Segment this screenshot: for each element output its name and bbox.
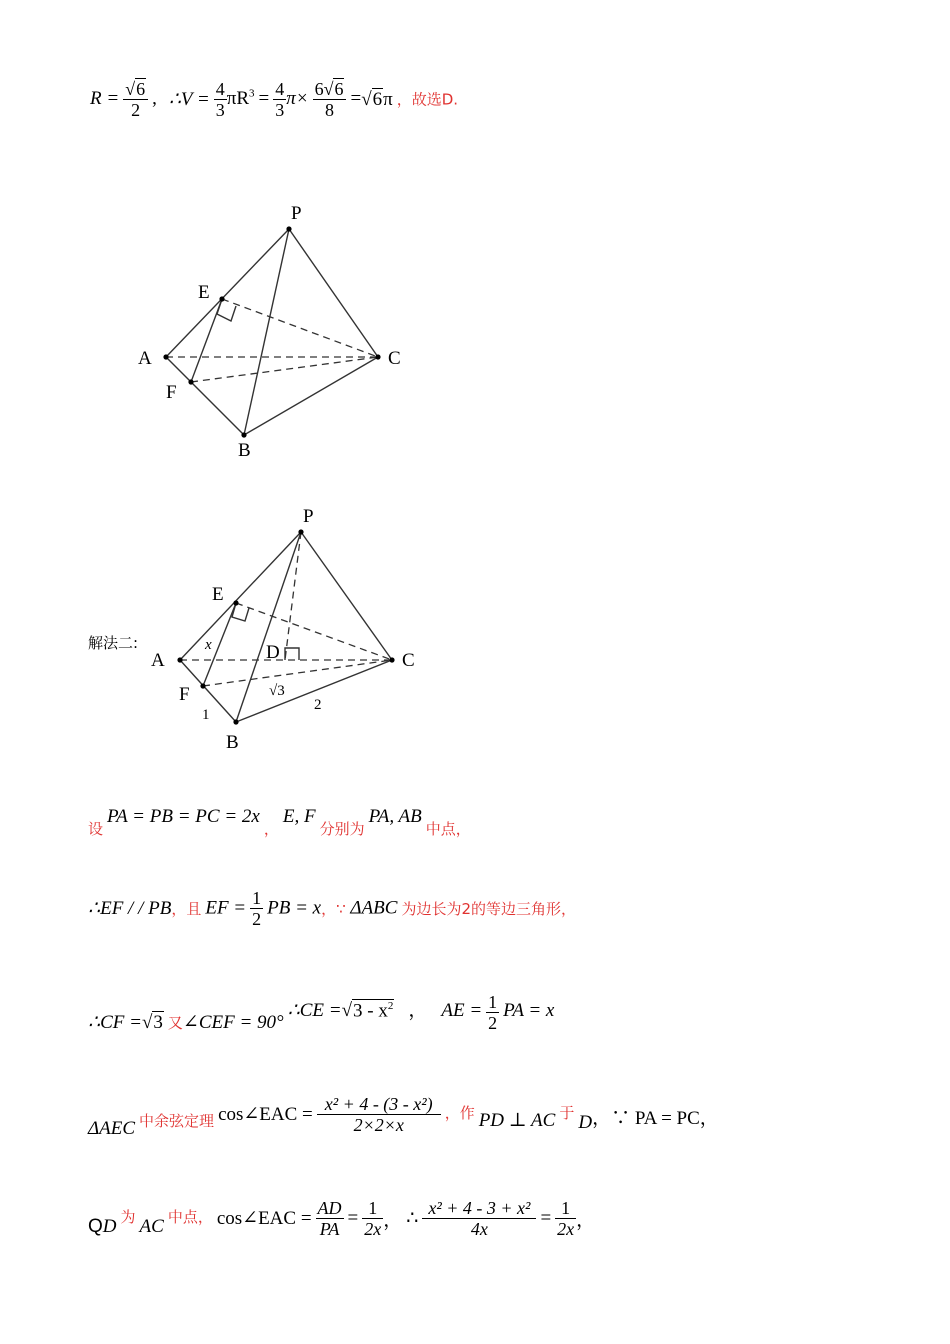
tetrahedron-figure-2: [140, 500, 430, 760]
formula-line-volume: R = $\frac{√6}{2}$ , ∴V = $\frac{4}{3}$ $\pi R^3$ = $\frac{4}{3}$ π× $\frac{6√6}{8}$ =√6π ，故选D.: [90, 78, 459, 120]
fraction-4-over-3-b: $\frac{4}{3}$: [275, 78, 285, 120]
label-f2: F: [179, 684, 190, 705]
label-e: E: [198, 282, 210, 303]
fraction-4-over-3: $\frac{4}{3}$: [215, 78, 225, 120]
label-b2: B: [226, 732, 239, 753]
segment-fc-dashed: [191, 357, 378, 382]
edge-ab: [166, 357, 244, 435]
conclusion-text: ，故选D.: [396, 90, 459, 109]
label-f: F: [166, 382, 177, 403]
label-a2: A: [151, 650, 165, 671]
label-d2: D: [266, 642, 280, 663]
label-two: 2: [314, 697, 322, 713]
label-sqrt3: √3: [269, 683, 285, 699]
edge-pa: [166, 229, 289, 357]
formula-line-ef: ∴EF / / PB，且 EF = $\frac{1}{2}$ PB = x，∵ ΔABC 为边长为2的等边三角形，: [88, 888, 577, 929]
label-b: B: [238, 440, 251, 461]
fraction-sqrt6-over-2: $\frac{√6}{2}$: [123, 78, 148, 120]
tetrahedron-figure-1: [120, 195, 420, 465]
formula-line-ce: ∴CF =√3 又∠CEF = 90° ∴CE $=√3 - x^2$ ， AE = $\frac{1}{2}$ PA = x: [88, 992, 555, 1034]
edge-pb: [244, 229, 289, 435]
therefore-v: ∴V =: [168, 88, 210, 110]
label-x: x: [205, 637, 212, 653]
segment-ec-dashed: [222, 299, 378, 357]
formula-line-setup: 设 PA = PB = PC = 2x ， E, F 分别为 PA, AB 中点，: [88, 806, 471, 838]
cosine-fraction: $\frac{\text{x² + 4 - (3 - x²)}}{2\times 2\times x}$: [317, 1094, 441, 1135]
r-equals: R =: [90, 88, 120, 109]
method-two-title: 解法二:: [88, 634, 139, 652]
label-e2: E: [212, 584, 224, 605]
label-one: 1: [202, 707, 210, 723]
label-p2: P: [303, 506, 314, 527]
edge-pc: [289, 229, 378, 357]
formula-line-cosine: ΔAEC 中余弦定理 cos∠EAC = $\frac{\text{x² + 4 - (3 - x²)}}{2\times 2\times x}$ ，作 PD ⊥ AC 于 D，∵ PA = PC，: [88, 1094, 719, 1140]
right-angle-mark: [217, 299, 236, 321]
edge-bc: [244, 357, 378, 435]
label-c2: C: [402, 650, 415, 671]
label-c: C: [388, 348, 401, 369]
label-a: A: [138, 348, 152, 369]
fraction-6sqrt6-over-8: $\frac{6√6}{8}$: [313, 78, 347, 120]
formula-line-solve: QD 为 AC 中点， cos∠EAC = $\frac{AD}{PA}$ = $\frac{1}{2x}$ ， ∴ $\frac{\text{x² + 4 - 3 + x²}}{4x}$ = $\frac{1}{2x}$ ，: [88, 1198, 596, 1239]
label-p: P: [291, 203, 302, 224]
